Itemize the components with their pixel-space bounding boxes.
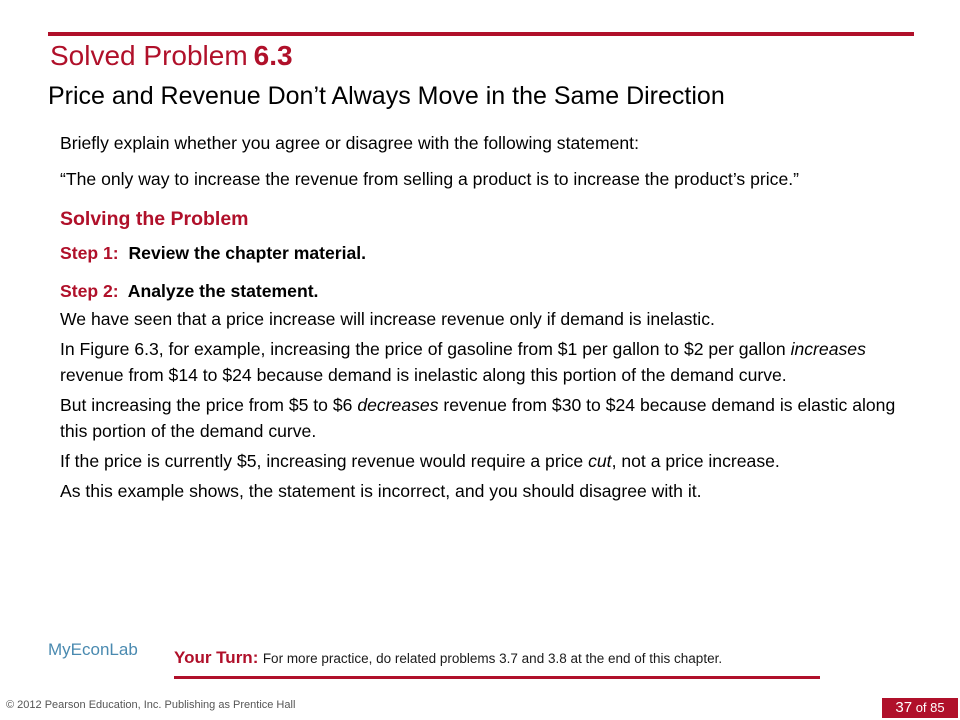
your-turn-text: For more practice, do related problems 3.7 and 3.8 at the end of this chapter. — [262, 651, 723, 666]
copyright-text: © 2012 Pearson Education, Inc. Publishing as Prentice Hall — [6, 699, 296, 711]
step-1-label: Step 1: — [60, 243, 119, 263]
explanation-line-5: As this example shows, the statement is incorrect, and you should disagree with it. — [60, 481, 702, 501]
step-2 — [60, 278, 910, 304]
line-4-post: , not a price increase. — [611, 451, 780, 471]
top-rule — [48, 32, 914, 36]
slide-title — [50, 40, 293, 72]
your-turn-label: Your Turn: — [174, 648, 259, 667]
explanation-line-2 — [60, 336, 910, 388]
line-2-post: revenue from $14 to $24 because demand is inelastic along this portion of the demand curve. — [60, 365, 787, 385]
line-3-em: decreases — [357, 395, 439, 415]
line-3-post: revenue from $30 to $24 because demand is elastic along this portion of the demand curve. — [60, 395, 896, 441]
title-text: Solved Problem — [50, 40, 248, 71]
step-1-text: Review the chapter material. — [128, 243, 367, 263]
explanation-line-3 — [60, 392, 910, 444]
line-2-pre: In Figure 6.3, for example, increasing the price of gasoline from $1 per gallon to $2 per gallon — [60, 339, 791, 359]
explanation-line-4 — [60, 448, 910, 474]
intro-text: Briefly explain whether you agree or disagree with the following statement: — [60, 133, 639, 153]
slide-total: of 85 — [915, 700, 945, 715]
line-4-em: cut — [588, 451, 612, 471]
step-2-label: Step 2: — [60, 281, 119, 301]
quote-text: “The only way to increase the revenue from selling a product is to increase the product’s price.” — [60, 169, 799, 189]
line-3-pre: But increasing the price from $5 to $6 — [60, 395, 358, 415]
line-4-pre: If the price is currently $5, increasing revenue would require a price — [60, 451, 589, 471]
explanation-line-1: We have seen that a price increase will increase revenue only if demand is inelastic. — [60, 309, 715, 329]
slide-body — [60, 130, 910, 508]
line-2-em: increases — [790, 339, 866, 359]
step-2-text: Analyze the statement. — [127, 281, 319, 301]
myeconlab-logo: MyEconLab — [48, 640, 138, 659]
your-turn — [174, 648, 722, 668]
step-1 — [60, 240, 910, 266]
bottom-rule — [174, 676, 820, 679]
title-number: 6.3 — [253, 40, 293, 71]
slide-current: 37 — [895, 699, 913, 716]
solving-heading: Solving the Problem — [60, 208, 249, 230]
slide-number-badge — [882, 698, 958, 718]
slide-subtitle: Price and Revenue Don’t Always Move in the Same Direction — [48, 82, 725, 110]
